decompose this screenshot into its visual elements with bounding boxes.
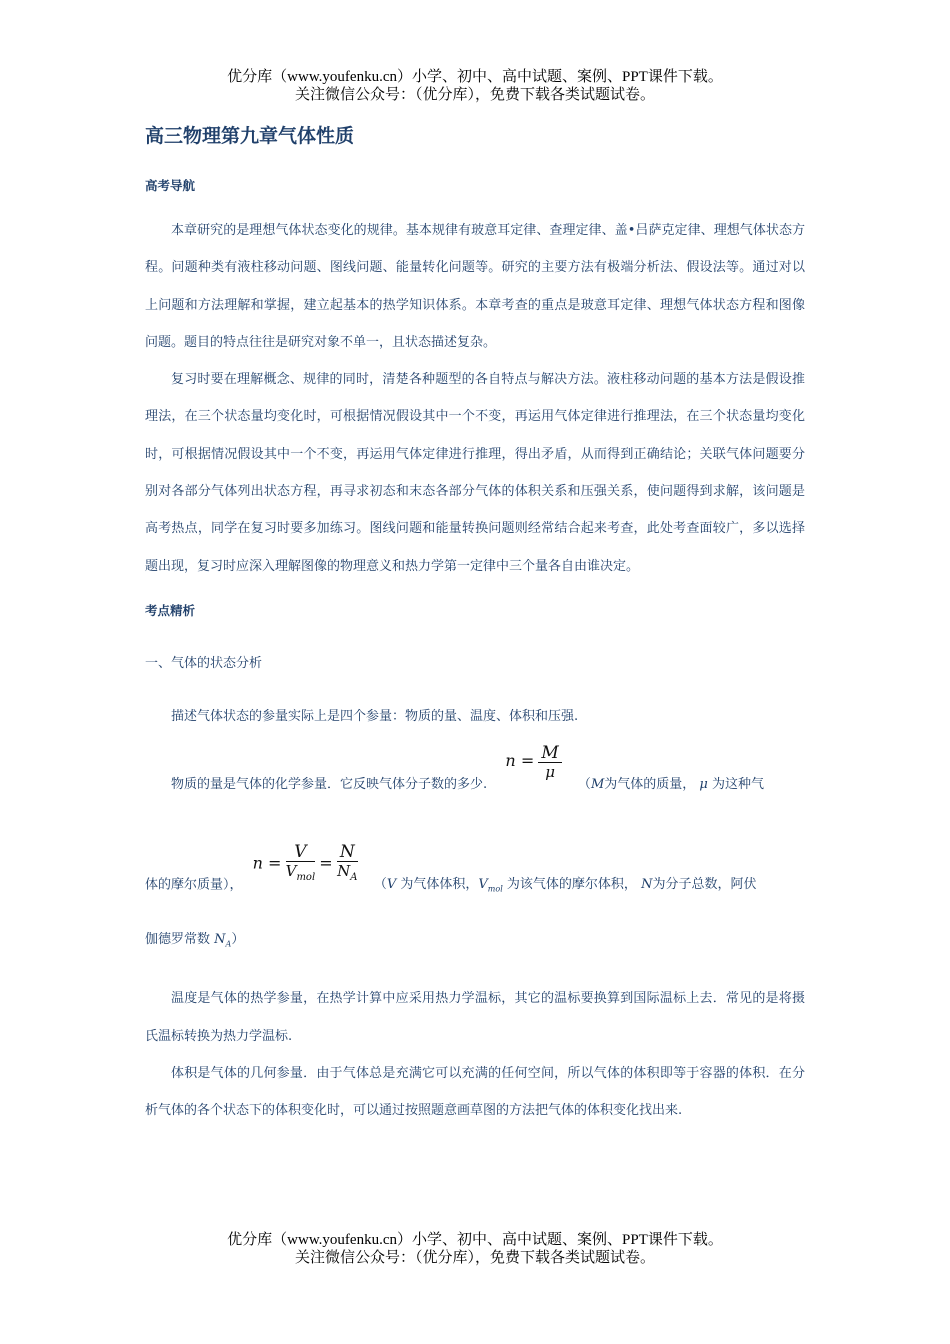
formula-molar-amount: n = $\frac{M}{\mu}$	[505, 744, 561, 781]
paragraph: 本章研究的是理想气体状态变化的规律。基本规律有玻意耳定律、查理定律、盖•吕萨克定律、理想气体状态方程。问题种类有液柱移动问题、图线问题、能量转化问题等。研究的主要方法有极端分析法、假设法等。通过对以上问题和方法理解和掌握，建立起基本的热学知识体系。本章考查的重点是玻意耳定律、理想气体状态方程和图像问题。题目的特点往往是研究对象不单一，且状态描述复杂。	[145, 223, 805, 350]
formula-molar-volume: n = $\frac{V}{V_{mol}}$ = $\frac{N}{N_A}$	[252, 841, 358, 883]
header-line-2: 关注微信公众号：（优分库），免费下载各类试题试卷。	[294, 87, 655, 103]
section-heading-guide: 高考导航	[145, 178, 196, 193]
page-title: 高三物理第九章气体性质	[145, 125, 355, 147]
section-heading-analysis: 考点精析	[145, 602, 196, 618]
footer-line-1: 优分库（www.youfenku.cn）小学、初中、高中试题、案例、PPT课件下载。	[227, 1232, 723, 1248]
formula-row-2	[145, 841, 805, 907]
formula-row-1	[145, 742, 805, 803]
paragraph-text: 物质的量是气体的化学参量．它反映气体分子数的多少.	[171, 776, 488, 792]
page-footer	[0, 1231, 950, 1267]
paragraph-text: 体的摩尔质量），	[145, 877, 243, 893]
footer-line-2: 关注微信公众号：（优分库），免费下载各类试题试卷。	[294, 1250, 655, 1266]
paragraph: 伽德罗常数 $N_A$）	[145, 931, 245, 949]
formula-note-2: （V 为气体体积，$V_{mol}$ 为该气体的摩尔体积， N为分子总数，阿伏	[373, 877, 757, 894]
document-body	[145, 122, 805, 1130]
page-header	[0, 68, 950, 104]
paragraph: 描述气体状态的参量实际上是四个参量：物质的量、温度、体积和压强.	[171, 709, 579, 725]
paragraph: 复习时要在理解概念、规律的同时，清楚各种题型的各自特点与解决方法。液柱移动问题的基本方法是假设推理法，在三个状态量均变化时，可根据情况假设其中一个不变，再运用气体定律进行推理法，在三个状态量均变化时，可根据情况假设其中一个不变，再运用气体定律进行推理，得出矛盾，从而得到正确结论；关联气体问题要分别对各部分气体列出状态方程，再寻求初态和末态各部分气体的体积关系和压强关系，使问题得到求解，该问题是高考热点，同学在复习时要多加练习。图线问题和能量转换问题则经常结合起来考查，此处考查面较广，多以选择题出现，复习时应深入理解图像的物理意义和热力学第一定律中三个量各自由谁决定。	[145, 372, 805, 574]
subsection-heading: 一、气体的状态分析	[145, 655, 263, 671]
formula-note-1: （M为气体的质量， μ 为这种气	[577, 776, 765, 792]
paragraph: 体积是气体的几何参量．由于气体总是充满它可以充满的任何空间，所以气体的体积即等于容器的体积．在分析气体的各个状态下的体积变化时，可以通过按照题意画草图的方法把气体的体积变化找出来.	[145, 1066, 805, 1119]
paragraph: 温度是气体的热学参量，在热学计算中应采用热力学温标，其它的温标要换算到国际温标上去．常见的是将摄氏温标转换为热力学温标.	[145, 991, 805, 1044]
header-line-1: 优分库（www.youfenku.cn）小学、初中、高中试题、案例、PPT课件下载。	[227, 69, 723, 85]
